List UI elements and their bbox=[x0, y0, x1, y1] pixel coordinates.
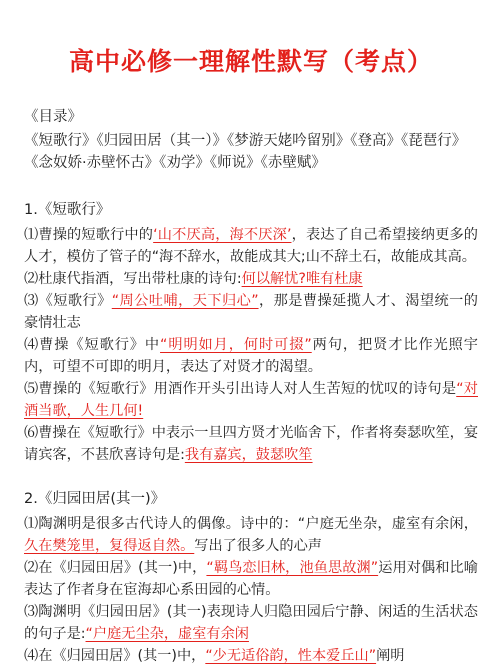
list-item: ⑷曹操《短歌行》中“明明如月，何时可掇”两句，把贤才比作光照宇内，可望不可即的明月，表达了对贤才的渴望。 bbox=[24, 337, 478, 375]
answer-text: “明明如月，何时可掇” bbox=[160, 337, 312, 353]
answer-text: “羁鸟恋旧林，池鱼思故渊” bbox=[206, 560, 379, 576]
answer-text: “周公吐哺，天下归心” bbox=[111, 293, 259, 309]
list-item: ⑷在《归园田居》(其一)中，“少无适俗韵，性本爱丘山”阐明 bbox=[24, 648, 405, 664]
table-of-contents bbox=[24, 106, 478, 174]
section-heading: 1.《短歌行》 bbox=[24, 202, 111, 218]
toc-heading: 《目录》 bbox=[24, 109, 82, 125]
list-item: ⑶陶渊明《归园田居》(其一)表现诗人归隐田园后宁静、闲适的生活状态的句子是:“户庭无尘杂，虚室有余闲 bbox=[24, 604, 478, 642]
list-item: ⑴曹操的短歌行中的‘山不厌高，海不厌深’，表达了自己希望接纳更多的人才，模仿了管子的“海不辞水，故能成其大;山不辞土石，故能成其高。 bbox=[24, 227, 478, 265]
toc-items: 《短歌行》《归园田居（其一）》《梦游天姥吟留别》《登高》《琵琶行》《念奴娇·赤壁怀古》《劝学》《师说》《赤壁赋》 bbox=[24, 133, 467, 171]
list-item: ⑵杜康代指酒，写出带杜康的诗句:何以解忧?唯有杜康 bbox=[24, 271, 363, 287]
answer-text: “户庭无尘杂，虚室有余闲 bbox=[85, 626, 249, 642]
section-heading: 2.《归园田居(其一)》 bbox=[24, 491, 166, 507]
answer-text: 久在樊笼里，复得返自然。 bbox=[24, 538, 195, 554]
list-item: ⑸曹操的《短歌行》用酒作开头引出诗人对人生苦短的忧叹的诗句是“对酒当歌，人生几何! bbox=[24, 381, 478, 419]
list-item: ⑶《短歌行》“周公吐哺，天下归心”，那是曹操延揽人才、渴望统一的豪情壮志 bbox=[24, 293, 478, 331]
page-title: 高中必修一理解性默写（考点） bbox=[68, 47, 433, 76]
answer-text: ‘山不厌高，海不厌深’ bbox=[153, 227, 292, 243]
answer-text: “对酒当歌，人生几何! bbox=[24, 381, 478, 419]
list-item: ⑴陶渊明是很多古代诗人的偶像。诗中的：“户庭无坐杂，虚室有余闲，久在樊笼里，复得返自然。写出了很多人的心声 bbox=[24, 516, 478, 554]
answer-text: “少无适俗韵，性本爱丘山” bbox=[205, 648, 377, 664]
list-item: ⑹曹操在《短歌行》中表示一旦四方贤才光临舍下，作者将奏瑟吹笙，宴请宾客，不甚欣喜诗句是:我有嘉宾，鼓瑟吹笙 bbox=[24, 425, 479, 463]
list-item: ⑵在《归园田居》(其一)中，“羁鸟恋旧林，池鱼思故渊”运用对偶和比喻表达了作者身在宦海却心系田园的心情。 bbox=[24, 560, 478, 598]
answer-text: 我有嘉宾，鼓瑟吹笙 bbox=[184, 447, 313, 463]
answer-text: 何以解忧?唯有杜康 bbox=[241, 271, 363, 287]
